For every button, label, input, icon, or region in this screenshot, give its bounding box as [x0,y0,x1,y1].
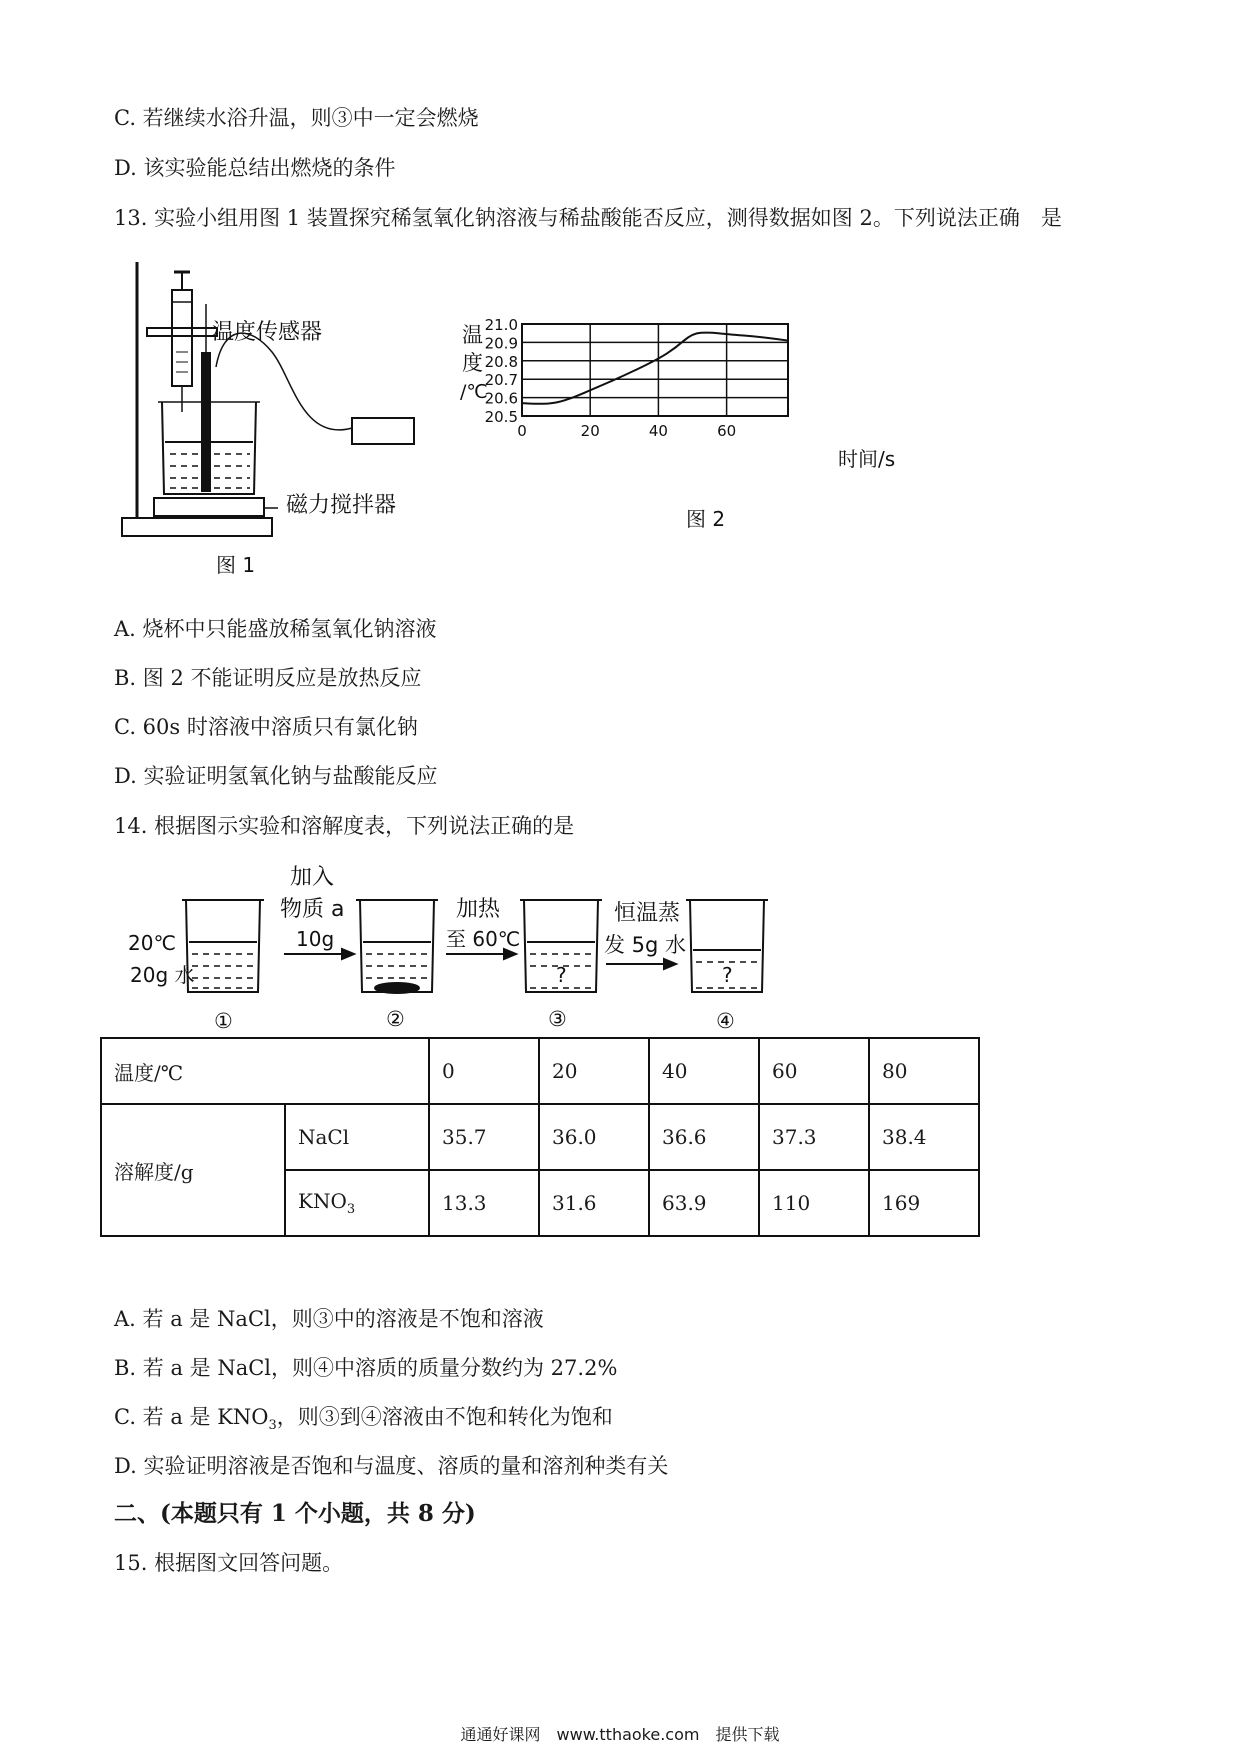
beaker-2 [356,900,438,993]
step3-line1: 恒温蒸 [614,901,681,926]
q13-option-c: C. 60s 时溶液中溶质只有氯化钠 [114,715,418,739]
cell-kno3-3: 110 [759,1170,869,1236]
cell-nacl-label: NaCl [285,1104,429,1170]
beaker-4-question-mark: ? [722,963,733,987]
chart-y-tick-3: 20.8 [484,352,518,371]
q14-experiment-diagram [120,858,800,1036]
beaker-3-label: ③ [548,1007,567,1031]
cell-nacl-2: 36.6 [649,1104,759,1170]
cell-temp-2: 40 [649,1038,759,1104]
q15-stem: 15. 根据图文回答问题。 [114,1551,344,1575]
figure-2-caption: 图 2 [686,507,726,528]
step1-line3: 10g [296,927,335,951]
cell-kno3-2: 63.9 [649,1170,759,1236]
chart-y-tick-1: 20.6 [484,389,518,408]
q13-option-a: A. 烧杯中只能盛放稀氢氧化钠溶液 [114,617,437,641]
chart-ylabel-1: 温 [462,323,483,347]
q13-stem: 13. 实验小组用图 1 装置探究稀氢氧化钠溶液与稀盐酸能否反应，测得数据如图 2。下列说法正确 是 [114,206,1062,230]
sensor-cable [216,333,352,430]
cell-temp-4: 80 [869,1038,979,1104]
label-temperature-sensor: 温度传感器 [212,320,323,345]
table-row-nacl [101,1104,979,1170]
step3-line2: 发 5g 水 [604,933,687,957]
chart-x-tick-3: 60 [717,422,737,440]
cell-nacl-3: 37.3 [759,1104,869,1170]
chart-ylabel-3: /℃ [460,381,488,403]
beaker-3-question-mark: ? [556,963,567,987]
data-logger-box [352,418,414,444]
figure-1-caption: 图 1 [216,553,256,577]
cell-kno3-4: 169 [869,1170,979,1236]
chart-y-tick-4: 20.9 [484,334,518,353]
chart-y-tick-2: 20.7 [484,371,518,390]
q12-option-c: C. 若继续水浴升温，则③中一定会燃烧 [114,106,479,130]
q14-option-d: D. 实验证明溶液是否饱和与温度、溶质的量和溶剂种类有关 [114,1454,669,1478]
cell-temp-0: 0 [429,1038,539,1104]
q14-stem: 14. 根据图示实验和溶解度表，下列说法正确的是 [114,814,575,838]
start-water: 20g 水 [130,963,195,987]
cell-temp-3: 60 [759,1038,869,1104]
chart-xlabel: 时间/s [838,447,896,471]
cell-temp-label: 温度/℃ [101,1038,429,1104]
step2-line1: 加热 [456,897,501,922]
beaker-1 [182,900,264,992]
cell-kno3-0: 13.3 [429,1170,539,1236]
step2-line2: 至 60℃ [446,927,521,951]
chart-ylabel-2: 度 [462,351,483,375]
chart-x-ticks [517,422,736,440]
cell-kno3-label: $KNO_3$ [285,1170,429,1236]
cell-solubility-label: 溶解度/g [101,1104,285,1236]
q13-option-b: B. 图 2 不能证明反应是放热反应 [114,666,422,690]
undissolved-solid [375,983,419,993]
beaker-2-label: ② [386,1007,405,1031]
figure-1-apparatus [112,262,432,582]
table-row-temperature [101,1038,979,1104]
stand-base [122,518,272,536]
step1-line2: 物质 a [280,897,345,922]
chart-y-tick-0: 20.5 [484,408,518,426]
cell-kno3-1: 31.6 [539,1170,649,1236]
q14-option-b: B. 若 a 是 NaCl，则④中溶质的质量分数约为 27.2% [114,1356,618,1380]
chart-y-tick-5: 21.0 [484,318,518,334]
cell-nacl-1: 36.0 [539,1104,649,1170]
label-magnetic-stirrer: 磁力搅拌器 [286,493,397,518]
step1-line1: 加入 [290,865,335,890]
chart-y-ticks [485,318,518,426]
magnetic-stirrer [154,498,264,516]
chart-x-tick-2: 40 [648,422,668,440]
q14-option-c: C. 若 a 是 $KNO_3$，则③到④溶液由不饱和转化为饱和 [114,1405,613,1434]
figure-2-chart [450,318,910,528]
sensor-probe [201,352,211,492]
cell-temp-1: 20 [539,1038,649,1104]
chart-x-tick-1: 20 [580,422,600,440]
q12-option-d: D. 该实验能总结出燃烧的条件 [114,156,396,180]
beaker-1-label: ① [214,1009,233,1033]
chart-series-temperature-line [522,333,788,404]
cell-nacl-0: 35.7 [429,1104,539,1170]
section-2-heading: 二、(本题只有 1 个小题，共 8 分) [114,1500,476,1527]
solubility-table [100,1037,980,1237]
page-footer: 通通好课网 www.tthaoke.com 提供下载 [460,1725,780,1744]
chart-x-tick-0: 0 [517,422,527,440]
q13-option-d: D. 实验证明氢氧化钠与盐酸能反应 [114,764,438,788]
start-temp: 20℃ [128,931,176,955]
beaker-4-label: ④ [716,1009,735,1033]
q14-option-a: A. 若 a 是 NaCl，则③中的溶液是不饱和溶液 [114,1307,544,1331]
cell-nacl-4: 38.4 [869,1104,979,1170]
